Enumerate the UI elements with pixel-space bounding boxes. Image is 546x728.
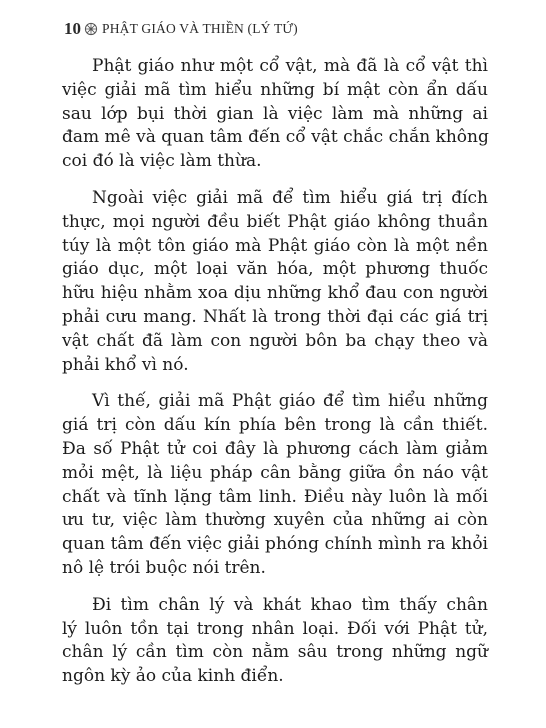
body-text xyxy=(62,55,488,702)
page-number: 10 xyxy=(64,19,81,38)
text-line: thực, mọi người đều biết Phật giáo không thuần xyxy=(62,211,488,232)
text-line: Đa số Phật tử coi đây là phương cách làm giảm xyxy=(62,438,488,459)
text-line: việc giải mã tìm hiểu những bí mật còn ẩn dấu xyxy=(62,79,488,100)
text-line: chân lý cần tìm còn nằm sâu trong những ngữ xyxy=(62,642,488,663)
paragraph xyxy=(62,55,488,174)
text-line: Vì thế, giải mã Phật giáo để tìm hiểu những xyxy=(92,391,488,412)
text-line: sau lớp bụi thời gian là việc làm mà những ai xyxy=(62,103,488,124)
text-line: đam mê và quan tâm đến cổ vật chắc chắn không xyxy=(62,127,489,148)
text-line: ưu tư, việc làm thường xuyên của những ai còn xyxy=(62,510,488,531)
text-line: nô lệ trói buộc nói trên. xyxy=(62,557,266,578)
paragraph xyxy=(62,594,488,689)
text-line: lý luôn tồn tại trong nhân loại. Đối với Phật tử, xyxy=(62,618,488,639)
text-line: hữu hiệu nhằm xoa dịu những khổ đau con người xyxy=(62,283,488,304)
text-line: quan tâm đến việc giải phóng chính mình ra khỏi xyxy=(62,534,488,555)
text-line: vật chất đã làm con người bôn ba chạy theo và xyxy=(62,330,488,351)
text-line: ngôn kỳ ảo của kinh điển. xyxy=(62,666,284,687)
text-line: túy là một tôn giáo mà Phật giáo còn là một nền xyxy=(62,235,488,256)
text-line: Phật giáo như một cổ vật, mà đã là cổ vật thì xyxy=(92,56,488,76)
paragraph xyxy=(62,187,488,377)
text-line: mỏi mệt, là liệu pháp cân bằng giữa ồn náo vật xyxy=(62,462,488,483)
text-line: giáo dục, một loại văn hóa, một phương thuốc xyxy=(62,259,488,280)
lotus-ornament-icon xyxy=(84,22,98,36)
text-line: phải cưu mang. Nhất là trong thời đại các giá trị xyxy=(62,306,488,327)
text-line: Ngoài việc giải mã để tìm hiểu giá trị đích xyxy=(92,187,488,208)
text-line: chất và tĩnh lặng tâm linh. Điều này luôn là mối xyxy=(62,486,488,507)
page-header xyxy=(64,19,298,39)
text-line: giá trị còn dấu kín phía bên trong là cần thiết. xyxy=(62,415,488,436)
paragraph xyxy=(62,390,488,580)
text-line: phải khổ vì nó. xyxy=(62,354,189,375)
text-line: coi đó là việc làm thừa. xyxy=(62,151,262,172)
running-title: PHẬT GIÁO VÀ THIỀN (LÝ TỨ) xyxy=(102,21,298,36)
text-line: Đi tìm chân lý và khát khao tìm thấy chân xyxy=(92,594,488,615)
